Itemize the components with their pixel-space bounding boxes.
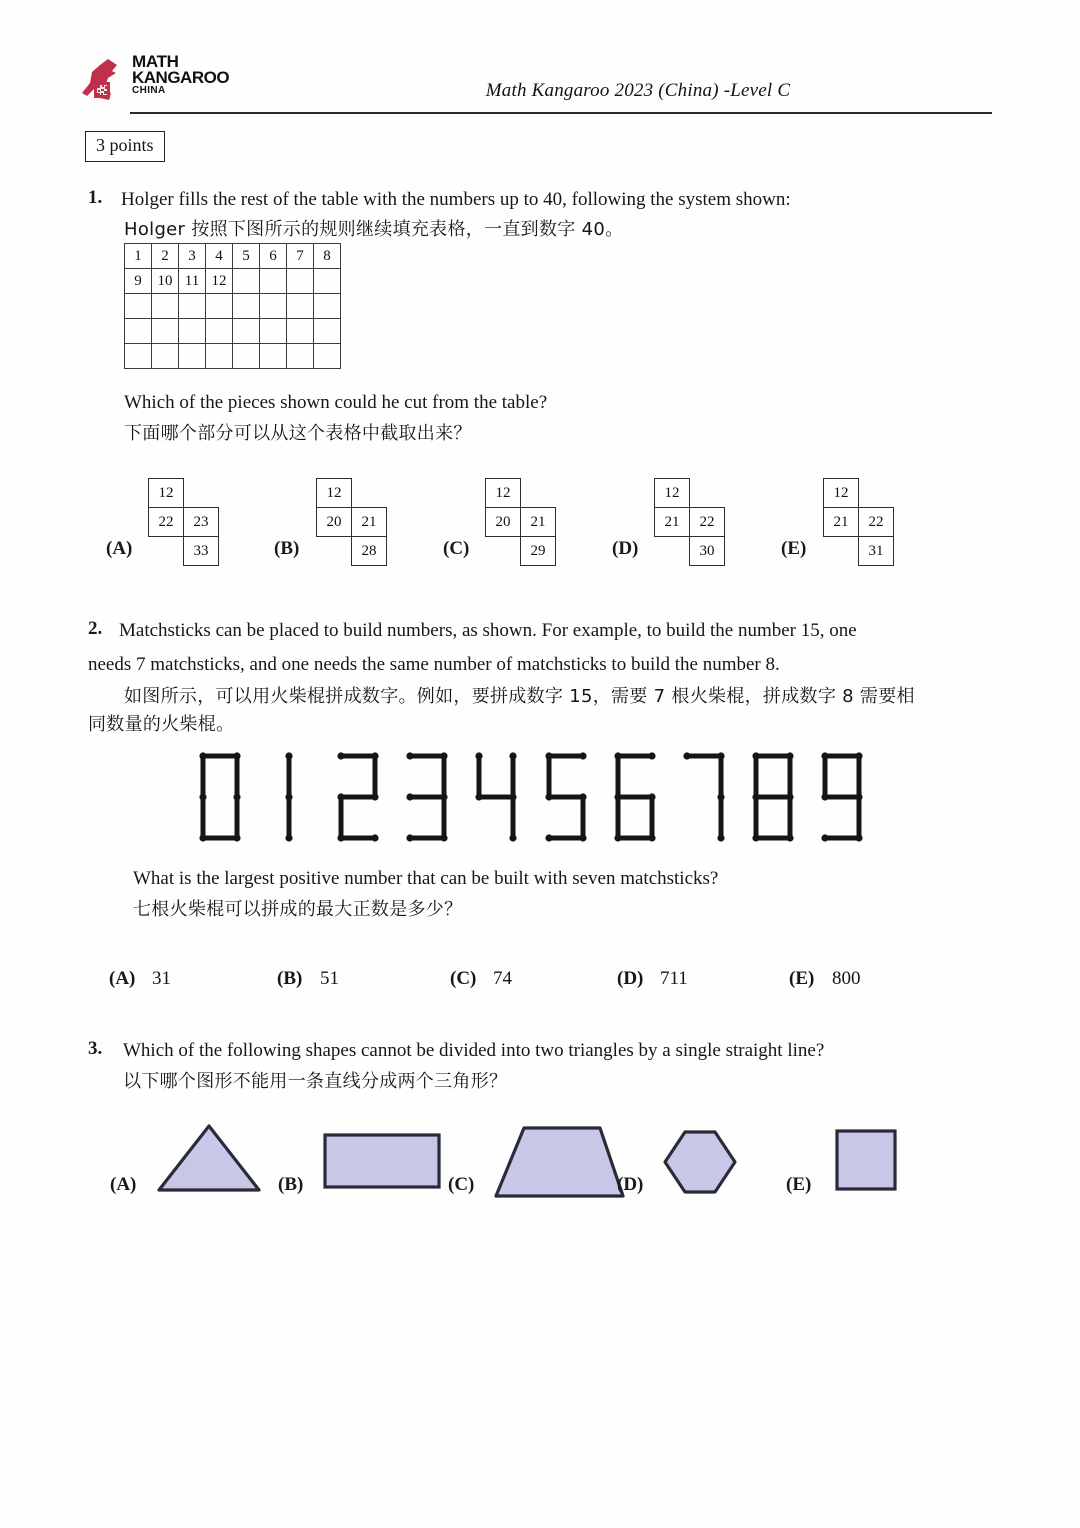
document-title: Math Kangaroo 2023 (China) -Level C xyxy=(485,80,791,101)
piece-cell-mid-left: 20 xyxy=(316,507,352,537)
logo-wordmark xyxy=(132,54,229,95)
piece-cell-mid-right: 22 xyxy=(858,507,894,537)
table-cell xyxy=(287,294,314,319)
rectangle-shape xyxy=(322,1132,442,1190)
question-2-number: 2. xyxy=(88,618,103,639)
piece-shape xyxy=(316,478,390,566)
question-2-option-b-value[interactable]: 51 xyxy=(320,968,339,989)
question-2-prompt-cn-line1: 如图所示，可以用火柴棍拼成数字。例如，要拼成数字 15，需要 7 根火柴棍，拼成数字 8 需要相 xyxy=(124,686,915,707)
table-cell: 10 xyxy=(152,269,179,294)
piece-cell-top-left: 12 xyxy=(485,478,521,508)
kangaroo-icon xyxy=(78,56,130,108)
matchstick-digit-5 xyxy=(543,750,589,846)
piece-cell-mid-right: 23 xyxy=(183,507,219,537)
piece-cell-mid-left: 22 xyxy=(148,507,184,537)
table-cell: 8 xyxy=(314,244,341,269)
option-label: (B) xyxy=(278,1174,304,1195)
question-2-option-c-label[interactable]: (C) xyxy=(450,968,477,989)
question-2-subprompt-en: What is the largest positive number that can be built with seven matchsticks? xyxy=(133,868,719,889)
header-divider xyxy=(130,112,992,114)
table-cell xyxy=(125,294,152,319)
math-kangaroo-logo xyxy=(78,52,248,110)
piece-cell-bottom-right: 33 xyxy=(183,536,219,566)
option-label: (C) xyxy=(443,538,470,559)
option-label: (C) xyxy=(448,1174,475,1195)
piece-cell-mid-left: 21 xyxy=(654,507,690,537)
piece-cell-bottom-right: 29 xyxy=(520,536,556,566)
question-3-prompt-en: Which of the following shapes cannot be divided into two triangles by a single straight line? xyxy=(123,1040,825,1061)
table-cell xyxy=(206,319,233,344)
table-cell xyxy=(314,344,341,369)
question-1-number: 1. xyxy=(88,187,103,208)
table-row xyxy=(125,319,341,344)
table-cell xyxy=(260,344,287,369)
logo-line-kangaroo: KANGAROO xyxy=(132,67,230,87)
question-1-prompt-en: Holger fills the rest of the table with the numbers up to 40, following the system shown: xyxy=(121,189,791,210)
square-shape xyxy=(834,1128,900,1192)
matchstick-digit-4 xyxy=(473,750,519,846)
piece-cell-mid-right: 21 xyxy=(520,507,556,537)
piece-cell-bottom-right: 30 xyxy=(689,536,725,566)
piece-shape xyxy=(485,478,559,566)
question-2-prompt-en-line1: Matchsticks can be placed to build numbers, as shown. For example, to build the number 15, one xyxy=(119,620,857,641)
question-1-subprompt-cn: 下面哪个部分可以从这个表格中截取出来？ xyxy=(124,423,472,444)
matchstick-digit-8 xyxy=(750,750,796,846)
question-2-option-d-value[interactable]: 711 xyxy=(660,968,688,989)
matchstick-digit-1 xyxy=(266,750,312,846)
table-cell xyxy=(152,294,179,319)
piece-shape xyxy=(148,478,222,566)
table-cell: 3 xyxy=(179,244,206,269)
table-cell: 12 xyxy=(206,269,233,294)
option-label: (E) xyxy=(786,1174,812,1195)
table-row xyxy=(125,269,341,294)
table-cell xyxy=(125,319,152,344)
matchstick-digit-7 xyxy=(681,750,727,846)
question-2-option-c-value[interactable]: 74 xyxy=(493,968,512,989)
table-row xyxy=(125,344,341,369)
piece-cell-mid-left: 21 xyxy=(823,507,859,537)
logo-line-math: MATH xyxy=(132,52,179,71)
table-cell: 11 xyxy=(179,269,206,294)
question-3-prompt-cn: 以下哪个图形不能用一条直线分成两个三角形？ xyxy=(123,1071,508,1092)
table-cell xyxy=(152,319,179,344)
table-cell: 5 xyxy=(233,244,260,269)
question-2-prompt-en-line2: needs 7 matchsticks, and one needs the same number of matchsticks to build the number 8. xyxy=(88,654,780,675)
matchstick-digit-9 xyxy=(819,750,865,846)
question-2-option-a-label[interactable]: (A) xyxy=(109,968,136,989)
piece-cell-mid-right: 21 xyxy=(351,507,387,537)
question-2-option-b-label[interactable]: (B) xyxy=(277,968,303,989)
piece-shape xyxy=(823,478,897,566)
question-1-prompt-cn: Holger 按照下图所示的规则继续填充表格，一直到数字 40。 xyxy=(124,219,624,240)
table-cell xyxy=(314,269,341,294)
table-cell: 4 xyxy=(206,244,233,269)
question-2-option-e-label[interactable]: (E) xyxy=(789,968,815,989)
table-cell xyxy=(260,319,287,344)
question-3-number: 3. xyxy=(88,1038,103,1059)
table-cell: 7 xyxy=(287,244,314,269)
piece-shape xyxy=(654,478,728,566)
piece-cell-top-left: 12 xyxy=(148,478,184,508)
table-cell xyxy=(179,319,206,344)
option-label: (A) xyxy=(106,538,133,559)
points-badge: 3 points xyxy=(85,131,165,162)
question-2-option-d-label[interactable]: (D) xyxy=(617,968,644,989)
question-1-subprompt-en: Which of the pieces shown could he cut from the table? xyxy=(124,392,548,413)
table-cell: 6 xyxy=(260,244,287,269)
question-2-option-e-value[interactable]: 800 xyxy=(832,968,861,989)
question-2-option-a-value[interactable]: 31 xyxy=(152,968,171,989)
table-cell xyxy=(287,269,314,294)
trapezoid-shape xyxy=(492,1122,627,1202)
option-label: (A) xyxy=(110,1174,137,1195)
hexagon-shape xyxy=(661,1128,739,1196)
piece-cell-top-left: 12 xyxy=(654,478,690,508)
table-cell xyxy=(260,269,287,294)
table-cell xyxy=(314,319,341,344)
matchstick-digit-0 xyxy=(197,750,243,846)
table-cell xyxy=(233,269,260,294)
triangle-shape xyxy=(154,1118,264,1198)
table-cell xyxy=(125,344,152,369)
table-row xyxy=(125,294,341,319)
logo-line-china: CHINA xyxy=(132,85,166,97)
table-cell xyxy=(233,319,260,344)
table-cell xyxy=(287,344,314,369)
table-cell xyxy=(206,344,233,369)
table-cell: 2 xyxy=(152,244,179,269)
table-cell xyxy=(287,319,314,344)
table-cell xyxy=(233,294,260,319)
number-table xyxy=(124,243,341,369)
option-label: (E) xyxy=(781,538,807,559)
option-label: (B) xyxy=(274,538,300,559)
matchstick-digit-3 xyxy=(404,750,450,846)
piece-cell-bottom-right: 31 xyxy=(858,536,894,566)
question-2-prompt-cn-line2: 同数量的火柴棍。 xyxy=(88,714,235,735)
table-row xyxy=(125,244,341,269)
table-cell: 1 xyxy=(125,244,152,269)
piece-cell-bottom-right: 28 xyxy=(351,536,387,566)
matchstick-digits-figure xyxy=(197,748,865,848)
table-cell xyxy=(179,294,206,319)
table-cell xyxy=(260,294,287,319)
table-cell xyxy=(314,294,341,319)
page-header xyxy=(78,52,998,114)
matchstick-digit-2 xyxy=(335,750,381,846)
option-label: (D) xyxy=(617,1174,644,1195)
piece-cell-mid-right: 22 xyxy=(689,507,725,537)
table-cell xyxy=(206,294,233,319)
table-cell xyxy=(179,344,206,369)
piece-cell-mid-left: 20 xyxy=(485,507,521,537)
table-cell xyxy=(152,344,179,369)
table-cell: 9 xyxy=(125,269,152,294)
table-cell xyxy=(233,344,260,369)
piece-cell-top-left: 12 xyxy=(823,478,859,508)
piece-cell-top-left: 12 xyxy=(316,478,352,508)
question-2-subprompt-cn: 七根火柴棍可以拼成的最大正数是多少？ xyxy=(133,899,463,920)
option-label: (D) xyxy=(612,538,639,559)
matchstick-digit-6 xyxy=(612,750,658,846)
